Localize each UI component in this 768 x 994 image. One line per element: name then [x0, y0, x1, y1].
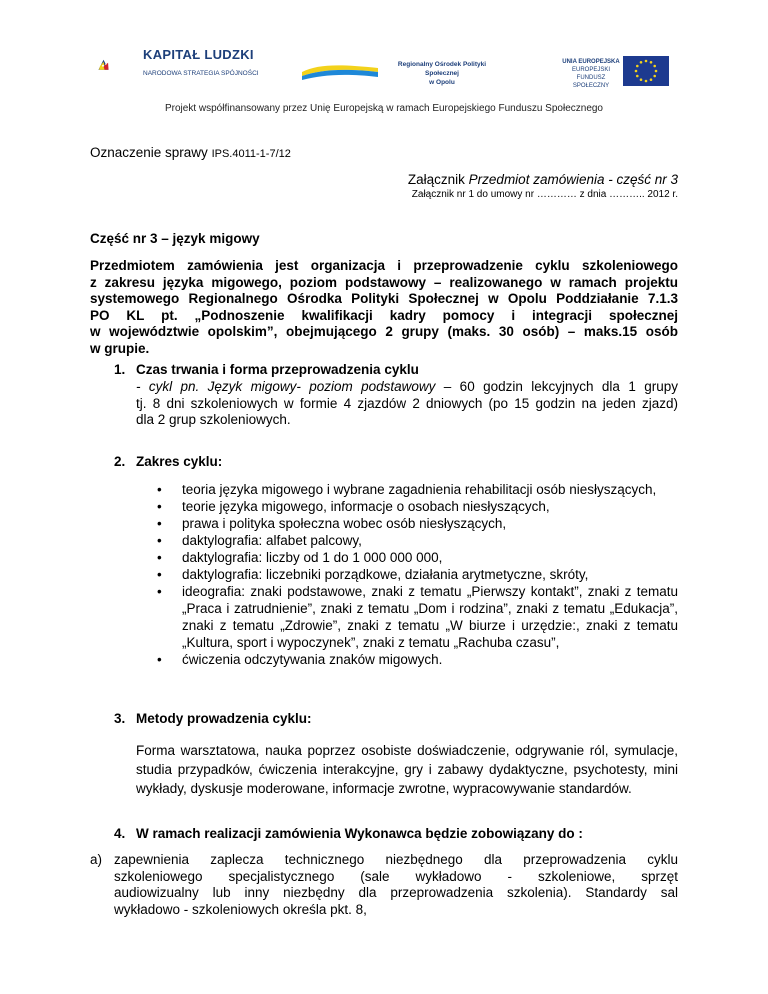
section-4-heading — [114, 826, 583, 841]
section-1-line: dla 2 grup szkoleniowych. — [136, 412, 291, 427]
section-4-line: wykładowo - szkoleniowych określa pkt. 8, — [114, 901, 367, 917]
section-4-line: audiowizualny lub inny niezbędny dla przeprowadzenia szkolenia). Standardy sal — [114, 885, 678, 900]
annex-title — [408, 172, 678, 187]
section-title: Zakres cyklu: — [136, 454, 223, 469]
item-label: a) — [90, 852, 103, 867]
list-item: • ideografia: znaki podstawowe, znaki z tematu „Pierwszy kontakt”, znaki z tematu „Praca i zatrudnienie”, znaki z tematu „Dom i rodzina”, znaki z tematu „Edukacja”, znaki z tematu „Zdrowie”, znaki z tematu „W biurze i urzędzie:, znaki z tematu „Kultura, sport i wypoczynek”, znaki z tematu „Rachuba czasu”, — [136, 583, 678, 651]
intro-line: z zakresu języka migowego, poziom podstawowy – realizowanego w ramach projektu — [90, 274, 678, 290]
header — [0, 0, 768, 120]
section-title: W ramach realizacji zamówienia Wykonawca będzie zobowiązany do : — [136, 826, 583, 841]
section-4-line: szkoleniowego specjalistycznego (sale wykładowo - szkoleniowe, sprzęt — [114, 868, 678, 884]
section-number: 2. — [114, 454, 126, 469]
course-name: - cykl pn. Język migowy- poziom podstawowy — [136, 379, 436, 394]
list-item: • teorie języka migowego, informacje o osobach niesłyszących, — [136, 498, 678, 515]
section-3-body: Forma warsztatowa, nauka poprzez osobiste doświadczenie, odgrywanie ról, symulacje, studia przypadków, ćwiczenia interakcyjne, gry i zabawy dydaktyczne, psychotesty, mini wykłady, dyskusje moderowane, informacje zwrotne, wypracowywanie standardów. — [136, 743, 678, 796]
rops-logo — [300, 62, 380, 80]
kapital-ludzki-subtitle: NARODOWA STRATEGIA SPÓJNOŚCI — [143, 70, 259, 77]
section-number: 3. — [114, 711, 126, 726]
section-number: 4. — [114, 826, 126, 841]
kapital-ludzki-title: KAPITAŁ LUDZKI — [143, 47, 254, 62]
case-reference-label: Oznaczenie sprawy — [90, 145, 212, 160]
eu-label-line1: UNIA EUROPEJSKA — [562, 59, 620, 65]
intro-line: w grupie. — [90, 340, 150, 356]
intro-line: PO KL pt. „Podnoszenie kwalifikacji kadry pomocy i integracji społecznej — [90, 307, 678, 323]
eu-label-line3: FUNDUSZ SPOŁECZNY — [572, 75, 610, 89]
rops-name-line1: Regionalny Ośrodek Polityki Społecznej — [397, 61, 487, 77]
intro-line: w województwie opolskim”, obejmującego 2 grupy (maks. 30 osób) – maks.15 osób — [90, 324, 678, 339]
intro-paragraph — [90, 258, 678, 357]
section-4-line — [90, 852, 678, 869]
eu-label — [560, 58, 622, 90]
section-1-line — [136, 379, 678, 396]
intro-line: systemowego Regionalnego Ośrodka Polityki Społecznej w Opolu Poddziałanie 7.1.3 — [90, 291, 678, 306]
section-number: 1. — [114, 362, 126, 377]
list-item: • daktylografia: liczebniki porządkowe, działania arytmetyczne, skróty, — [136, 566, 678, 583]
list-item: • prawa i polityka społeczna wobec osób niesłyszących, — [136, 515, 678, 532]
section-1-line: tj. 8 dni szkoleniowych w formie 4 zjazdów 2 dniowych (po 15 godzin na jeden zjazd) — [136, 395, 678, 411]
section-2-heading — [114, 454, 222, 469]
annex-title-prefix: Załącznik — [407, 172, 469, 187]
cofinancing-note: Projekt współfinansowany przez Unię Europejską w ramach Europejskiego Funduszu Społecznego — [164, 103, 603, 114]
intro-line: Przedmiotem zamówienia jest organizacja i przeprowadzenie cyklu szkoleniowego — [90, 258, 678, 273]
scope-list — [136, 481, 678, 668]
section-title: Metody prowadzenia cyklu: — [136, 711, 312, 726]
part-heading: Część nr 3 – język migowy — [90, 231, 260, 246]
list-item: • daktylografia: liczby od 1 do 1 000 000 000, — [136, 549, 678, 566]
case-reference-number: IPS.4011-1-7/12 — [211, 148, 291, 160]
eu-label-line2: EUROPEJSKI — [571, 67, 610, 73]
rops-name — [382, 60, 502, 87]
course-hours: – 60 godzin lekcyjnych dla 1 grupy — [435, 379, 678, 394]
list-item: • ćwiczenia odczytywania znaków migowych. — [136, 651, 678, 668]
section-title: Czas trwania i forma przeprowadzenia cyklu — [136, 362, 419, 377]
section-1-body — [136, 379, 678, 429]
list-item: • daktylografia: alfabet palcowy, — [136, 532, 678, 549]
item-text: zapewnienia zaplecza technicznego niezbędnego dla przeprowadzenia cyklu — [114, 852, 678, 867]
section-3-heading — [114, 711, 312, 726]
kapital-ludzki-logo — [98, 42, 142, 88]
eu-flag-icon — [623, 56, 669, 86]
annex-title-name: Przedmiot zamówienia - część nr 3 — [468, 172, 678, 187]
section-1-heading — [114, 362, 419, 377]
case-reference — [90, 145, 291, 160]
rops-name-line2: w Opolu — [429, 79, 455, 86]
annex-subtitle: Załącznik nr 1 do umowy nr ………… z dnia ……….. 2012 r. — [411, 189, 678, 200]
list-item: • teoria języka migowego i wybrane zagadnienia rehabilitacji osób niesłyszących, — [136, 481, 678, 498]
section-4-body — [90, 852, 678, 918]
